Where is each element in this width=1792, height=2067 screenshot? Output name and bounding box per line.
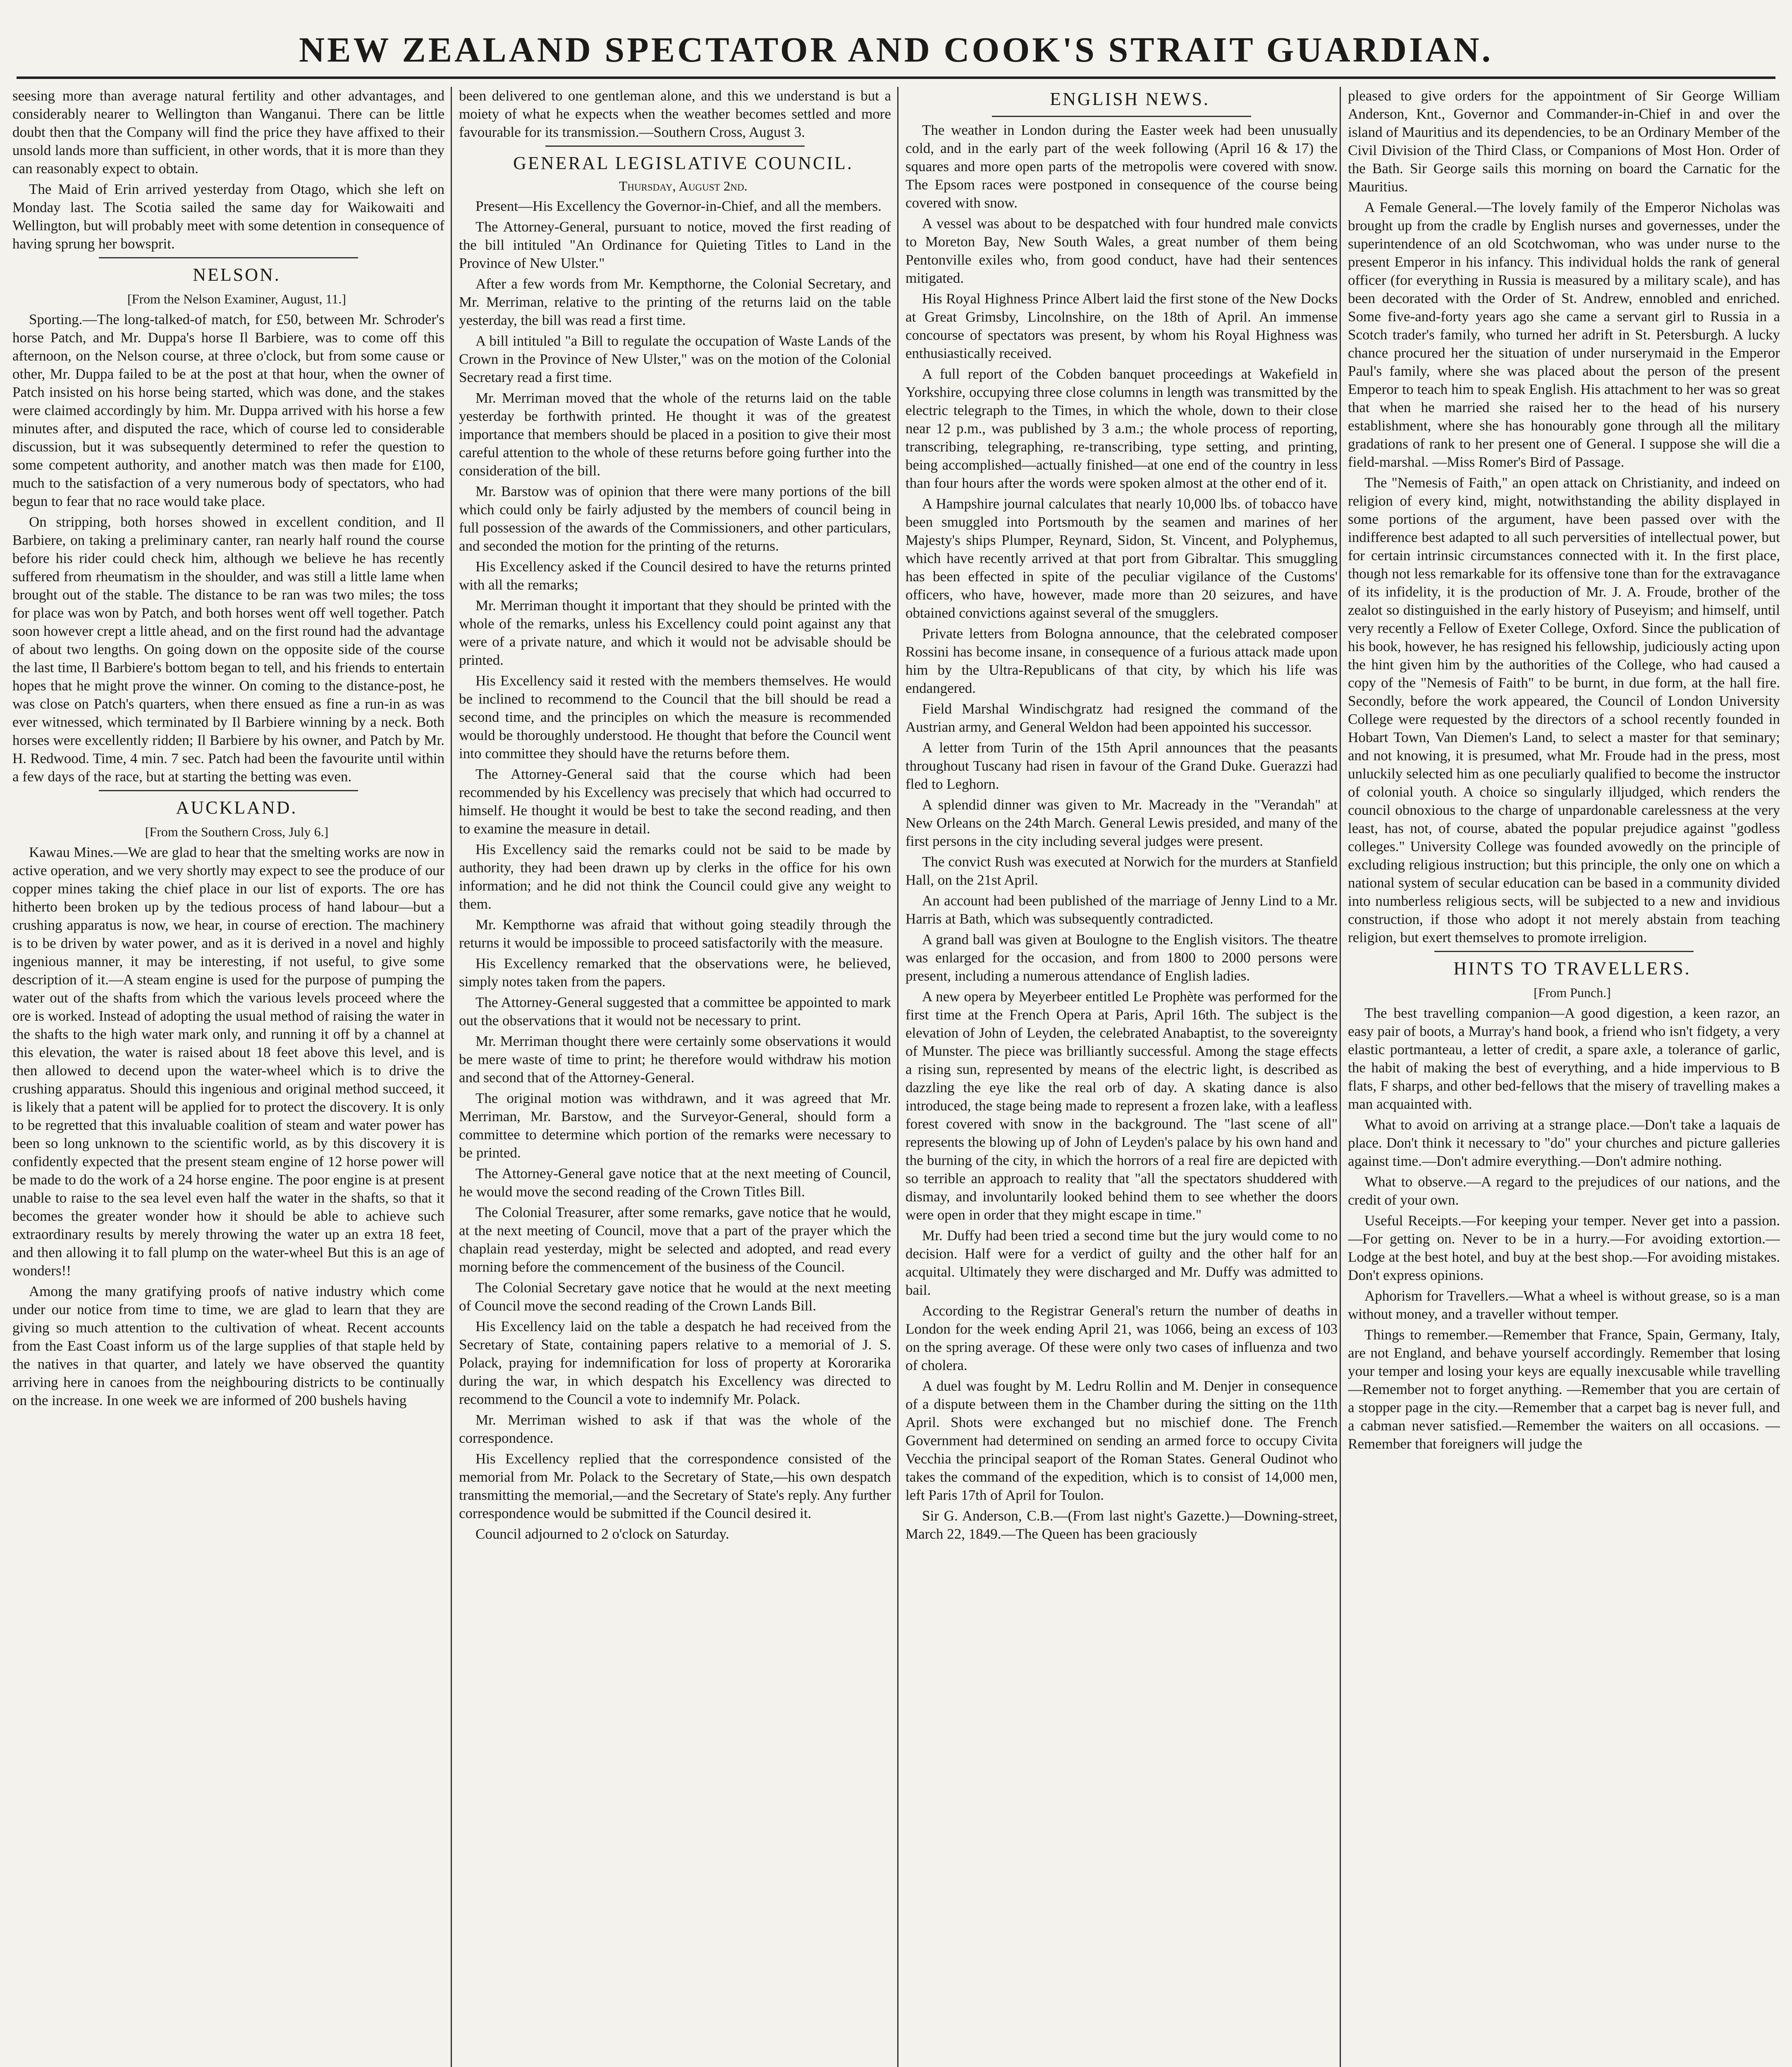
article-paragraph: The Attorney-General suggested that a committee be appointed to mark out the observations that it would not be necessary to print. [459, 994, 891, 1029]
article-paragraph: His Excellency asked if the Council desired to have the returns printed with all the remarks; [459, 559, 891, 593]
source-line: [From the Southern Cross, July 6.] [145, 824, 329, 839]
article-paragraph: The weather in London during the Easter week had been unusually cold, and in the early part of the week following (April 16 & 17) the squares and more open parts of the metropolis were covered with snow. The Epsom races were postponed in consequence of the course being covered with snow. [906, 122, 1338, 211]
article-paragraph: The Colonial Secretary gave notice that he would at the next meeting of Council move the second reading of the Crown Lands Bill. [459, 1279, 891, 1314]
article-paragraph: What to observe.—A regard to the prejudices of our nations, and the credit of your own. [1348, 1174, 1780, 1208]
article-paragraph: Mr. Merriman thought it important that they should be printed with the whole of the remarks, unless his Excellency could point against any that were of a private nature, and which it would not be advisable should be printed. [459, 597, 891, 668]
article-paragraph: Mr. Duffy had been tried a second time but the jury would come to no decision. Half were for a verdict of guilty and the other half for an acquital. Ultimately they were discharged and Mr. Duffy was admitted to bail. [906, 1227, 1338, 1298]
article-paragraph: His Excellency remarked that the observations were, he believed, simply notes taken from the papers. [459, 955, 891, 990]
article-paragraph: A Female General.—The lovely family of the Emperor Nicholas was brought up from the cradle by English nurses and governesses, under the superintendence of an old Scotchwoman, who was under nurse to the present Emperor in his infancy. This individual holds the rank of general officer (for everything in Russia is measured by a military scale), and has been decorated with the Order of St. Andrew, ennobled and enriched. Some five-and-forty years ago she came a servant girl to Russia in a Scotch trader's family, who turned her adrift in St. Petersburgh. A lucky chance procured her the situation of under nurserymaid in the Emperor Paul's family, where she was placed about the person of the present Emperor to teach him to speak English. His attachment to her was so great that when he married she raised her to the head of his nursery establishment, where she has honourably gone through all the military gradations of rank to her present one of General. I suppose she will die a field-marshal. —Miss Romer's Bird of Passage. [1348, 199, 1780, 470]
article-paragraph: A new opera by Meyerbeer entitled Le Prophète was performed for the first time at the French Opera at Paris, April 16th. The subject is the elevation of John of Leyden, the celebrated Anabaptist, to the sovereignty of Munster. The piece was brilliantly successful. Among the stage effects a rising sun, represented by means of the electric light, is described as dazzling the eye like the real orb of day. A skating dance is also introduced, the stage being made to represent a frozen lake, with a leafless forest covered with snow in the background. The "last scene of all" represents the blowing up of John of Leyden's palace by his own hand and the burning of the city, in which the horrors of a real fire are depicted with so terrible an approach to reality that "all the spectators shuddered with dismay, and involuntarily looked behind them to see whether the doors were open in order that they might escape in time." [906, 988, 1338, 1223]
article-paragraph: Among the many gratifying proofs of native industry which come under our notice from time to time, we are glad to learn that they are giving so much attention to the cultivation of wheat. Recent accounts from the East Coast inform us of the large supplies of that staple held by the natives in that quarter, and lately we have observed the quantity arriving here in canoes from the neighbouring districts to be continually on the increase. In one week we are informed of 200 bushels having [12, 1283, 444, 1408]
article-paragraph: Field Marshal Windischgratz had resigned the command of the Austrian army, and General Weldon had been appointed his successor. [906, 701, 1338, 735]
article-paragraph: The Attorney-General gave notice that at the next meeting of Council, he would move the second reading of the Crown Titles Bill. [459, 1165, 891, 1200]
article-paragraph: The best travelling companion—A good digestion, a keen razor, an easy pair of boots, a Murray's hand book, a friend who isn't fidgety, a very elastic portmanteau, a letter of credit, a spare axle, a tolerance of garlic, the habit of making the best of everything, and a hide impervious to B flats, F sharps, and other bed-fellows that the misery of travelling makes a man acquainted with. [1348, 1005, 1780, 1112]
article-paragraph: Sporting.—The long-talked-of match, for £50, between Mr. Schroder's horse Patch, and Mr. Duppa's horse Il Barbiere, was to come off this afternoon, on the Nelson course, at three o'clock, but from some cause or other, Mr. Duppa failed to be at the post at that hour, when the owner of Patch insisted on his horse being started, which was done, and the stakes were claimed accordingly by him. Mr. Duppa arrived with his horse a few minutes after, and disputed the race, which of course led to considerable discussion, but it was subsequently determined to refer the question to some competent authority, and another match was then made for £100, much to the satisfaction of a very numerous body of spectators, who had begun to fear that no race would take place. [12, 311, 444, 509]
article-paragraph: An account had been published of the marriage of Jenny Lind to a Mr. Harris at Bath, which was subsequently contradicted. [906, 893, 1338, 927]
article-paragraph: Sir G. Anderson, C.B.—(From last night's Gazette.)—Downing-street, March 22, 1849.—The Queen has been graciously [906, 1508, 1338, 1542]
article-paragraph: His Excellency laid on the table a despatch he had received from the Secretary of State, containing papers relative to a memorial of J. S. Polack, praying for indemnification for loss of property at Kororarika during the war, in which despatch his Excellency was directed to recommend to the Council a vote to indemnify Mr. Polack. [459, 1318, 891, 1407]
article-paragraph: The Attorney-General, pursuant to notice, moved the first reading of the bill intituled "An Ordinance for Quieting Titles to Land in the Province of New Ulster." [459, 219, 891, 271]
masthead [0, 0, 1792, 79]
article-paragraph: What to avoid on arriving at a strange place.—Don't take a laquais de place. Don't think it necessary to "do" your churches and picture galleries against time.—Don't admire everything.—Don't admire nothing. [1348, 1117, 1780, 1169]
article-paragraph: His Excellency said it rested with the members themselves. He would be inclined to recommend to the Council that the bill should be read a second time, and the principles on which the measure is recommended would be thoroughly understood. He thought that before the Council went into committee they should have the returns before them. [459, 673, 891, 761]
article-paragraph: The "Nemesis of Faith," an open attack on Christianity, and indeed on religion of every kind, might, notwithstanding the ability displayed in some portions of the argument, have been passed over with the indifference best adapted to all such perversities of intellectual power, but for certain intrinsic circumstances connected with it. In the first place, though not less remarkable for its offensive tone than for the extravagance of its infidelity, it is the production of Mr. J. A. Froude, brother of the zealot so distinguished in the early history of Puseyism; and himself, until very recently a Fellow of Exeter College, Oxford. Since the publication of his book, however, he has resigned his fellowship, judiciously acting upon the hint given him by the authorities of the College, who had caused a copy of the "Nemesis of Faith" to be burnt, in due form, at the hall fire. Secondly, before the work appeared, the Council of London University College were requested by the directors of a school recently founded in Hobart Town, Van Diemen's Land, to select a master for that seminary; and not knowing, it is presumed, what Mr. Froude had in the press, most unluckily selected him as one peculiarly qualified to become the instructor of colonial youth. A choice so singularly illjudged, which renders the council obnoxious to the charge of unpardonable carelessness at the very least, has not, of course, abated the popular prejudice against "godless colleges." University College was founded avowedly on the principle of excluding religious instruction; but this principle, the only one on which a national system of secular education can be based in a community divided into numberless religious sects, will be subjected to a new and invidious construction, if those who adopt it not merely abstain from teaching religion, but exert themselves to promote irreligion. [1348, 475, 1780, 945]
article-paragraph: Private letters from Bologna announce, that the celebrated composer Rossini has become insane, in consequence of a furious attack made upon him by the Ultra-Republicans of that city, by which his life was endangered. [906, 625, 1338, 696]
article-paragraph: A Hampshire journal calculates that nearly 10,000 lbs. of tobacco have been smuggled into Portsmouth by the seamen and marines of her Majesty's ships Plumper, Reynard, Sidon, St. Vincent, and Polyphemus, which have recently arrived at that port from Gibraltar. This smuggling has been effected in spite of the peculiar vigilance of the Customs' officers, who have, however, made more than 20 seizures, and have obtained convictions against several of the smugglers. [906, 496, 1338, 621]
section-rule [1434, 951, 1694, 952]
section-heading-hints: HINTS TO TRAVELLERS. [1453, 958, 1691, 979]
article-paragraph: His Excellency said the remarks could not be said to be made by authority, they had been drawn up by clerks in the office for his own information; and he did not think the Council could give any weight to them. [459, 841, 891, 912]
column-separator [897, 87, 898, 2067]
section-heading-auckland: AUCKLAND. [176, 797, 298, 818]
article-paragraph: The Maid of Erin arrived yesterday from Otago, which she left on Monday last. The Scotia sailed the same day for Waikowaiti and Wellington, but will probably meet with some detention in consequence of having sprung her bowsprit. [12, 181, 444, 252]
column-3 [906, 87, 1338, 2067]
section-heading-nelson: NELSON. [193, 265, 281, 285]
article-paragraph: Kawau Mines.—We are glad to hear that the smelting works are now in active operation, and we very shortly may expect to see the produce of our copper mines taking the chief place in our list of exports. The ore has hitherto been broken up by the tedious process of hand labour—but a crushing apparatus is now, we hear, in course of erection. The machinery is to be driven by water power, and as it is derived in a novel and highly ingenious manner, it may be interesting, if not useful, to give some description of it.—A steam engine is used for the purpose of pumping the water out of the shafts from which the various levels proceed where the ore is worked. Instead of adopting the usual method of raising the water in the shafts to the high water mark only, and running it off by a channel at this elevation, the water is raised about 18 feet above this level, and is then allowed to decend upon the water-wheel which is to drive the crushing apparatus. Should this ingenious and original method succeed, it is likely that a patent will be applied for to protect the discovery. It is only to be regretted that this invaluable coalition of steam and water power has been so long unknown to the scientific world, as by this discovery it is confidently expected that the present steam engine of 12 horse power will be made to do the work of a 24 horse engine. The poor engine is at present unable to raise to the sea level even half the water in the shafts, so that it becomes the greater wonder how it should be able to achieve such extraordinary results by merely throwing the water up an extra 18 feet, and then allowing it to fall plump on the water-wheel But this is an age of wonders!! [12, 844, 444, 1279]
article-paragraph: A vessel was about to be despatched with four hundred male convicts to Moreton Bay, New South Wales, a great number of them being Pentonville exiles who, from good conduct, have had their sentences mitigated. [906, 215, 1338, 286]
column-1 [12, 87, 444, 2067]
masthead-rule [17, 76, 1775, 79]
article-paragraph: A grand ball was given at Boulogne to the English visitors. The theatre was enlarged for the occasion, and from 1800 to 2000 persons were present, including a numerous attendance of English ladies. [906, 931, 1338, 984]
article-paragraph: Mr. Merriman moved that the whole of the returns laid on the table yesterday be forthwith printed. He thought it was of the greatest importance that members should be placed in a position to give their most careful attention to the whole of these returns before going further into the consideration of the bill. [459, 390, 891, 479]
section-heading-council: GENERAL LEGISLATIVE COUNCIL. [513, 153, 853, 173]
article-paragraph: Useful Receipts.—For keeping your temper. Never get into a passion.—For getting on. Never to be in a hurry.—For avoiding extortion.—Lodge at the best hotel, and buy at the best shop.—For avoiding mistakes. Don't express opinions. [1348, 1213, 1780, 1283]
article-paragraph: Mr. Kempthorne was afraid that without going steadily through the returns it would be impossible to proceed satisfactorily with the measure. [459, 917, 891, 951]
article-paragraph: His Excellency replied that the correspondence consisted of the memorial from Mr. Polack to the Secretary of State,—his own despatch transmitting the memorial,—and the Secretary of State's reply. Any further correspondence would be submitted if the Council desired it. [459, 1451, 891, 1521]
article-paragraph: The Attorney-General said that the course which had been recommended by his Excellency was precisely that which had occurred to himself. He thought it would be best to take the second reading, and then to examine the measure in detail. [459, 766, 891, 837]
article-paragraph: His Royal Highness Prince Albert laid the first stone of the New Docks at Great Grimsby, Lincolnshire, on the 18th of April. An immense concourse of spectators was present, by whom his Royal Highness was enthusiastically received. [906, 291, 1338, 361]
masthead-title: NEW ZEALAND SPECTATOR AND COOK'S STRAIT GUARDIAN. [299, 30, 1493, 69]
section-rule [99, 790, 358, 791]
article-paragraph: been delivered to one gentleman alone, and this we understand is but a moiety of what he expects when the weather becomes settled and more favourable for its transmission.—Southern Cross, August 3. [459, 88, 891, 140]
article-paragraph: seesing more than average natural fertility and other advantages, and considerably nearer to Wellington than Wanganui. There can be little doubt then that the Company will find the price they have affixed to their unsold lands more than sufficient, in other words, that it is more than they can reasonably expect to obtain. [12, 88, 444, 177]
article-paragraph: The Colonial Treasurer, after some remarks, gave notice that he would, at the next meeting of Council, move that a part of the prayer which the chaplain read yesterday, might be selected and adopted, and read every morning before the commencement of the business of the Council. [459, 1204, 891, 1275]
article-paragraph: The convict Rush was executed at Norwich for the murders at Stanfield Hall, on the 21st April. [906, 854, 1338, 888]
column-separator [451, 87, 452, 2067]
article-paragraph: Mr. Merriman thought there were certainly some observations it would be mere waste of time to print; he therefore would withdraw his motion and second that of the Attorney-General. [459, 1033, 891, 1086]
article-paragraph: Things to remember.—Remember that France, Spain, Germany, Italy, are not England, and behave yourself accordingly. Remember that losing your temper and losing your keys are equally inexcusable while travelling—Remember not to forget anything. —Remember that you are certain of a stopper page in the city.—Remember that a carpet bag is never full, and a cabman never satisfied.—Remember the waiters on all occasions. —Remember that foreigners will judge the [1348, 1327, 1780, 1452]
council-date: Thursday, August 2nd. [619, 179, 748, 194]
article-paragraph: A letter from Turin of the 15th April announces that the peasants throughout Tuscany had risen in favour of the Grand Duke. Guerazzi had fled to Leghorn. [906, 740, 1338, 792]
article-paragraph: A full report of the Cobden banquet proceedings at Wakefield in Yorkshire, occupying three close columns in length was transmitted by the electric telegraph to the Times, in which the whole, down to their close near 12 p.m., was published by 3 a.m.; the whole process of reporting, transcribing, telegraphing, re-transcribing, type setting, and printing, being accomplished—actually finished—at one end of the country in less than four hours after the words were spoken almost at the other end of it. [906, 366, 1338, 491]
article-paragraph: A splendid dinner was given to Mr. Macready in the "Verandah" at New Orleans on the 24th March. General Lewis presided, and many of the first persons in the city including several judges were present. [906, 797, 1338, 849]
column-2 [459, 87, 891, 2067]
article-paragraph: Aphorism for Travellers.—What a wheel is without grease, so is a man without money, and a traveller without temper. [1348, 1288, 1780, 1322]
article-paragraph: Council adjourned to 2 o'clock on Saturday. [475, 1526, 729, 1542]
article-paragraph: Mr. Barstow was of opinion that there were many portions of the bill which could only be fairly adjusted by the members of council being in full possession of the awards of the Commissioners, and other particulars, and seconded the motion for the printing of the returns. [459, 483, 891, 554]
article-paragraph: On stripping, both horses showed in excellent condition, and Il Barbiere, on taking a preliminary canter, ran nearly half round the course before his rider could check him, although we believe he has recently suffered from rheumatism in the shoulder, and was still a little lame when brought out of the stable. The distance to be ran was two miles; the toss for place was won by Patch, and both horses went off well together. Patch soon however crept a little ahead, and on the first round had the advantage of about two lengths. On going down on the opposite side of the course the last time, Il Barbiere's bottom began to tell, and his friends to entertain hopes that he might prove the winner. On coming to the distance-post, he was close on Patch's quarters, when there ensued as fine a run-in as was ever witnessed, which terminated by Il Barbiere winning by a neck. Both horses were excellently ridden; Il Barbiere by his owner, and Patch by Mr. H. Redwood. Time, 4 min. 7 sec. Patch had been the favourite until within a few days of the race, but at starting the betting was even. [12, 514, 444, 785]
section-rule [99, 257, 358, 258]
source-line: [From Punch.] [1534, 985, 1611, 1000]
article-paragraph: After a few words from Mr. Kempthorne, the Colonial Secretary, and Mr. Merriman, relative to the printing of the returns laid on the table yesterday, the bill was read a first time. [459, 276, 891, 328]
article-paragraph: A bill intituled "a Bill to regulate the occupation of Waste Lands of the Crown in the Province of New Ulster," was on the motion of the Colonial Secretary read a first time. [459, 333, 891, 385]
article-paragraph: A duel was fought by M. Ledru Rollin and M. Denjer in consequence of a dispute between them in the Chamber during the sitting on the 11th April. Shots were exchanged but no mischief done. The French Government had determined on sending an armed force to occupy Civita Vecchia the principal seaport of the Roman States. General Oudinot who takes the command of the expedition, which is to consist of 14,000 men, left Paris 17th of April for Toulon. [906, 1378, 1338, 1503]
article-paragraph: According to the Registrar General's return the number of deaths in London for the week ending April 21, was 1066, being an excess of 103 on the spring average. Of these were only two cases of influenza and two of cholera. [906, 1303, 1338, 1373]
article-paragraph: Present—His Excellency the Governor-in-Chief, and all the members. [475, 198, 882, 214]
source-line: [From the Nelson Examiner, August, 11.] [127, 291, 346, 306]
section-heading-english-news: ENGLISH NEWS. [1050, 89, 1210, 109]
article-paragraph: Mr. Merriman wished to ask if that was the whole of the correspondence. [459, 1412, 891, 1446]
section-rule [545, 146, 805, 147]
article-paragraph: pleased to give orders for the appointment of Sir George William Anderson, Knt., Governor and Commander-in-Chief in and over the island of Mauritius and its dependencies, to be an Ordinary Member of the Civil Division of the Third Class, or Companions of Most Hon. Order of the Bath. Sir George sails this morning on board the Carnatic for the Mauritius. [1348, 88, 1780, 195]
column-4 [1348, 87, 1780, 2067]
article-paragraph: The original motion was withdrawn, and it was agreed that Mr. Merriman, Mr. Barstow, and the Surveyor-General, should form a committee to determine which portion of the remarks were necessary to be printed. [459, 1090, 891, 1161]
column-separator [1340, 87, 1341, 2067]
section-rule [992, 116, 1251, 117]
